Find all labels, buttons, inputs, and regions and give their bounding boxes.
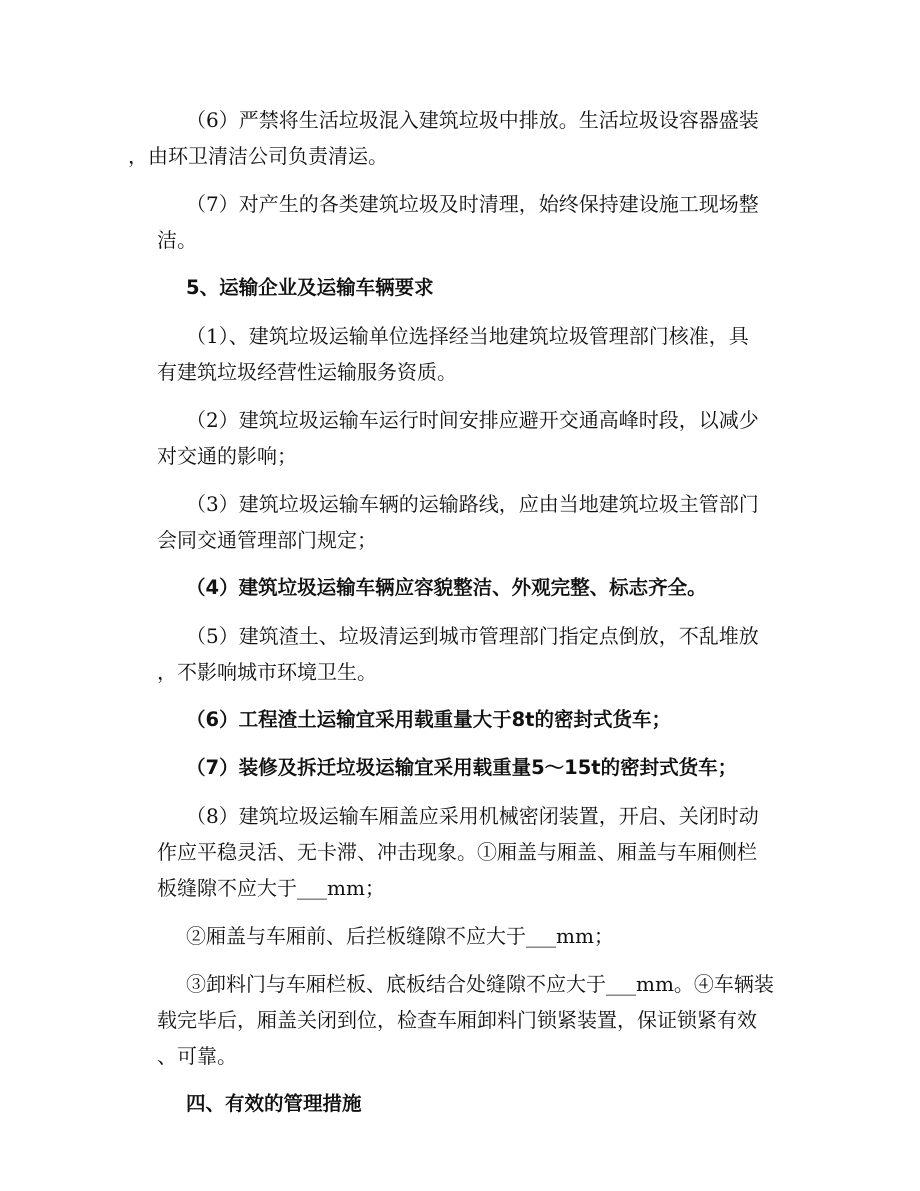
text-line: ，由环卫清洁公司负责清运。	[128, 144, 388, 168]
document-body	[128, 102, 787, 1134]
paragraph-item-6	[128, 102, 787, 174]
text-line: 作应平稳灵活、无卡滞、冲击现象。①厢盖与厢盖、厢盖与车厢侧栏	[157, 840, 757, 864]
text-line: （3）建筑垃圾运输车辆的运输路线，应由当地建筑垃圾主管部门	[186, 492, 759, 516]
text-line: （1）、建筑垃圾运输单位选择经当地建筑垃圾管理部门核准，具	[186, 324, 749, 348]
text-line: （6）严禁将生活垃圾混入建筑垃圾中排放。生活垃圾设容器盛装	[186, 108, 759, 132]
paragraph-q3	[157, 486, 787, 558]
text-line: （7）对产生的各类建筑垃圾及时清理，始终保持建设施工现场整	[186, 192, 759, 216]
section-heading-5: 5、运输企业及运输车辆要求	[186, 276, 434, 299]
paragraph-q4: （4）建筑垃圾运输车辆应容貌整洁、外观完整、标志齐全。	[186, 576, 707, 599]
text-line: 对交通的影响；	[157, 444, 297, 468]
paragraph-q2	[157, 402, 787, 474]
paragraph-item-7	[157, 186, 787, 258]
text-line: （5）建筑渣土、垃圾清运到城市管理部门指定点倒放，不乱堆放	[186, 624, 759, 648]
section-heading-4: 四、有效的管理措施	[186, 1092, 362, 1115]
text-line: （8）建筑垃圾运输车厢盖应采用机械密闭装置，开启、关闭时动	[186, 804, 759, 828]
paragraph-q1	[157, 318, 787, 390]
paragraph-q8c	[157, 966, 787, 1074]
paragraph-q7: （7）装修及拆迁垃圾运输宜采用载重量5～15t的密封式货车；	[186, 756, 738, 779]
text-line: 会同交通管理部门规定；	[157, 528, 377, 552]
text-line: ③卸料门与车厢栏板、底板结合处缝隙不应大于___mm。④车辆装	[186, 972, 774, 996]
text-line: （2）建筑垃圾运输车运行时间安排应避开交通高峰时段，以减少	[186, 408, 759, 432]
text-line: 板缝隙不应大于___mm；	[157, 876, 385, 900]
text-line: ，不影响城市环境卫生。	[157, 660, 377, 684]
paragraph-q6: （6）工程渣土运输宜采用载重量大于8t的密封式货车；	[186, 708, 671, 731]
paragraph-q8b: ②厢盖与车厢前、后拦板缝隙不应大于___mm；	[186, 924, 614, 948]
text-line: 洁。	[157, 228, 197, 252]
text-line: 载完毕后，厢盖关闭到位，检查车厢卸料门锁紧装置，保证锁紧有效	[157, 1008, 757, 1032]
paragraph-q5	[157, 618, 787, 690]
paragraph-q8	[157, 798, 787, 906]
text-line: 、可靠。	[157, 1044, 237, 1068]
text-line: 有建筑垃圾经营性运输服务资质。	[157, 360, 457, 384]
